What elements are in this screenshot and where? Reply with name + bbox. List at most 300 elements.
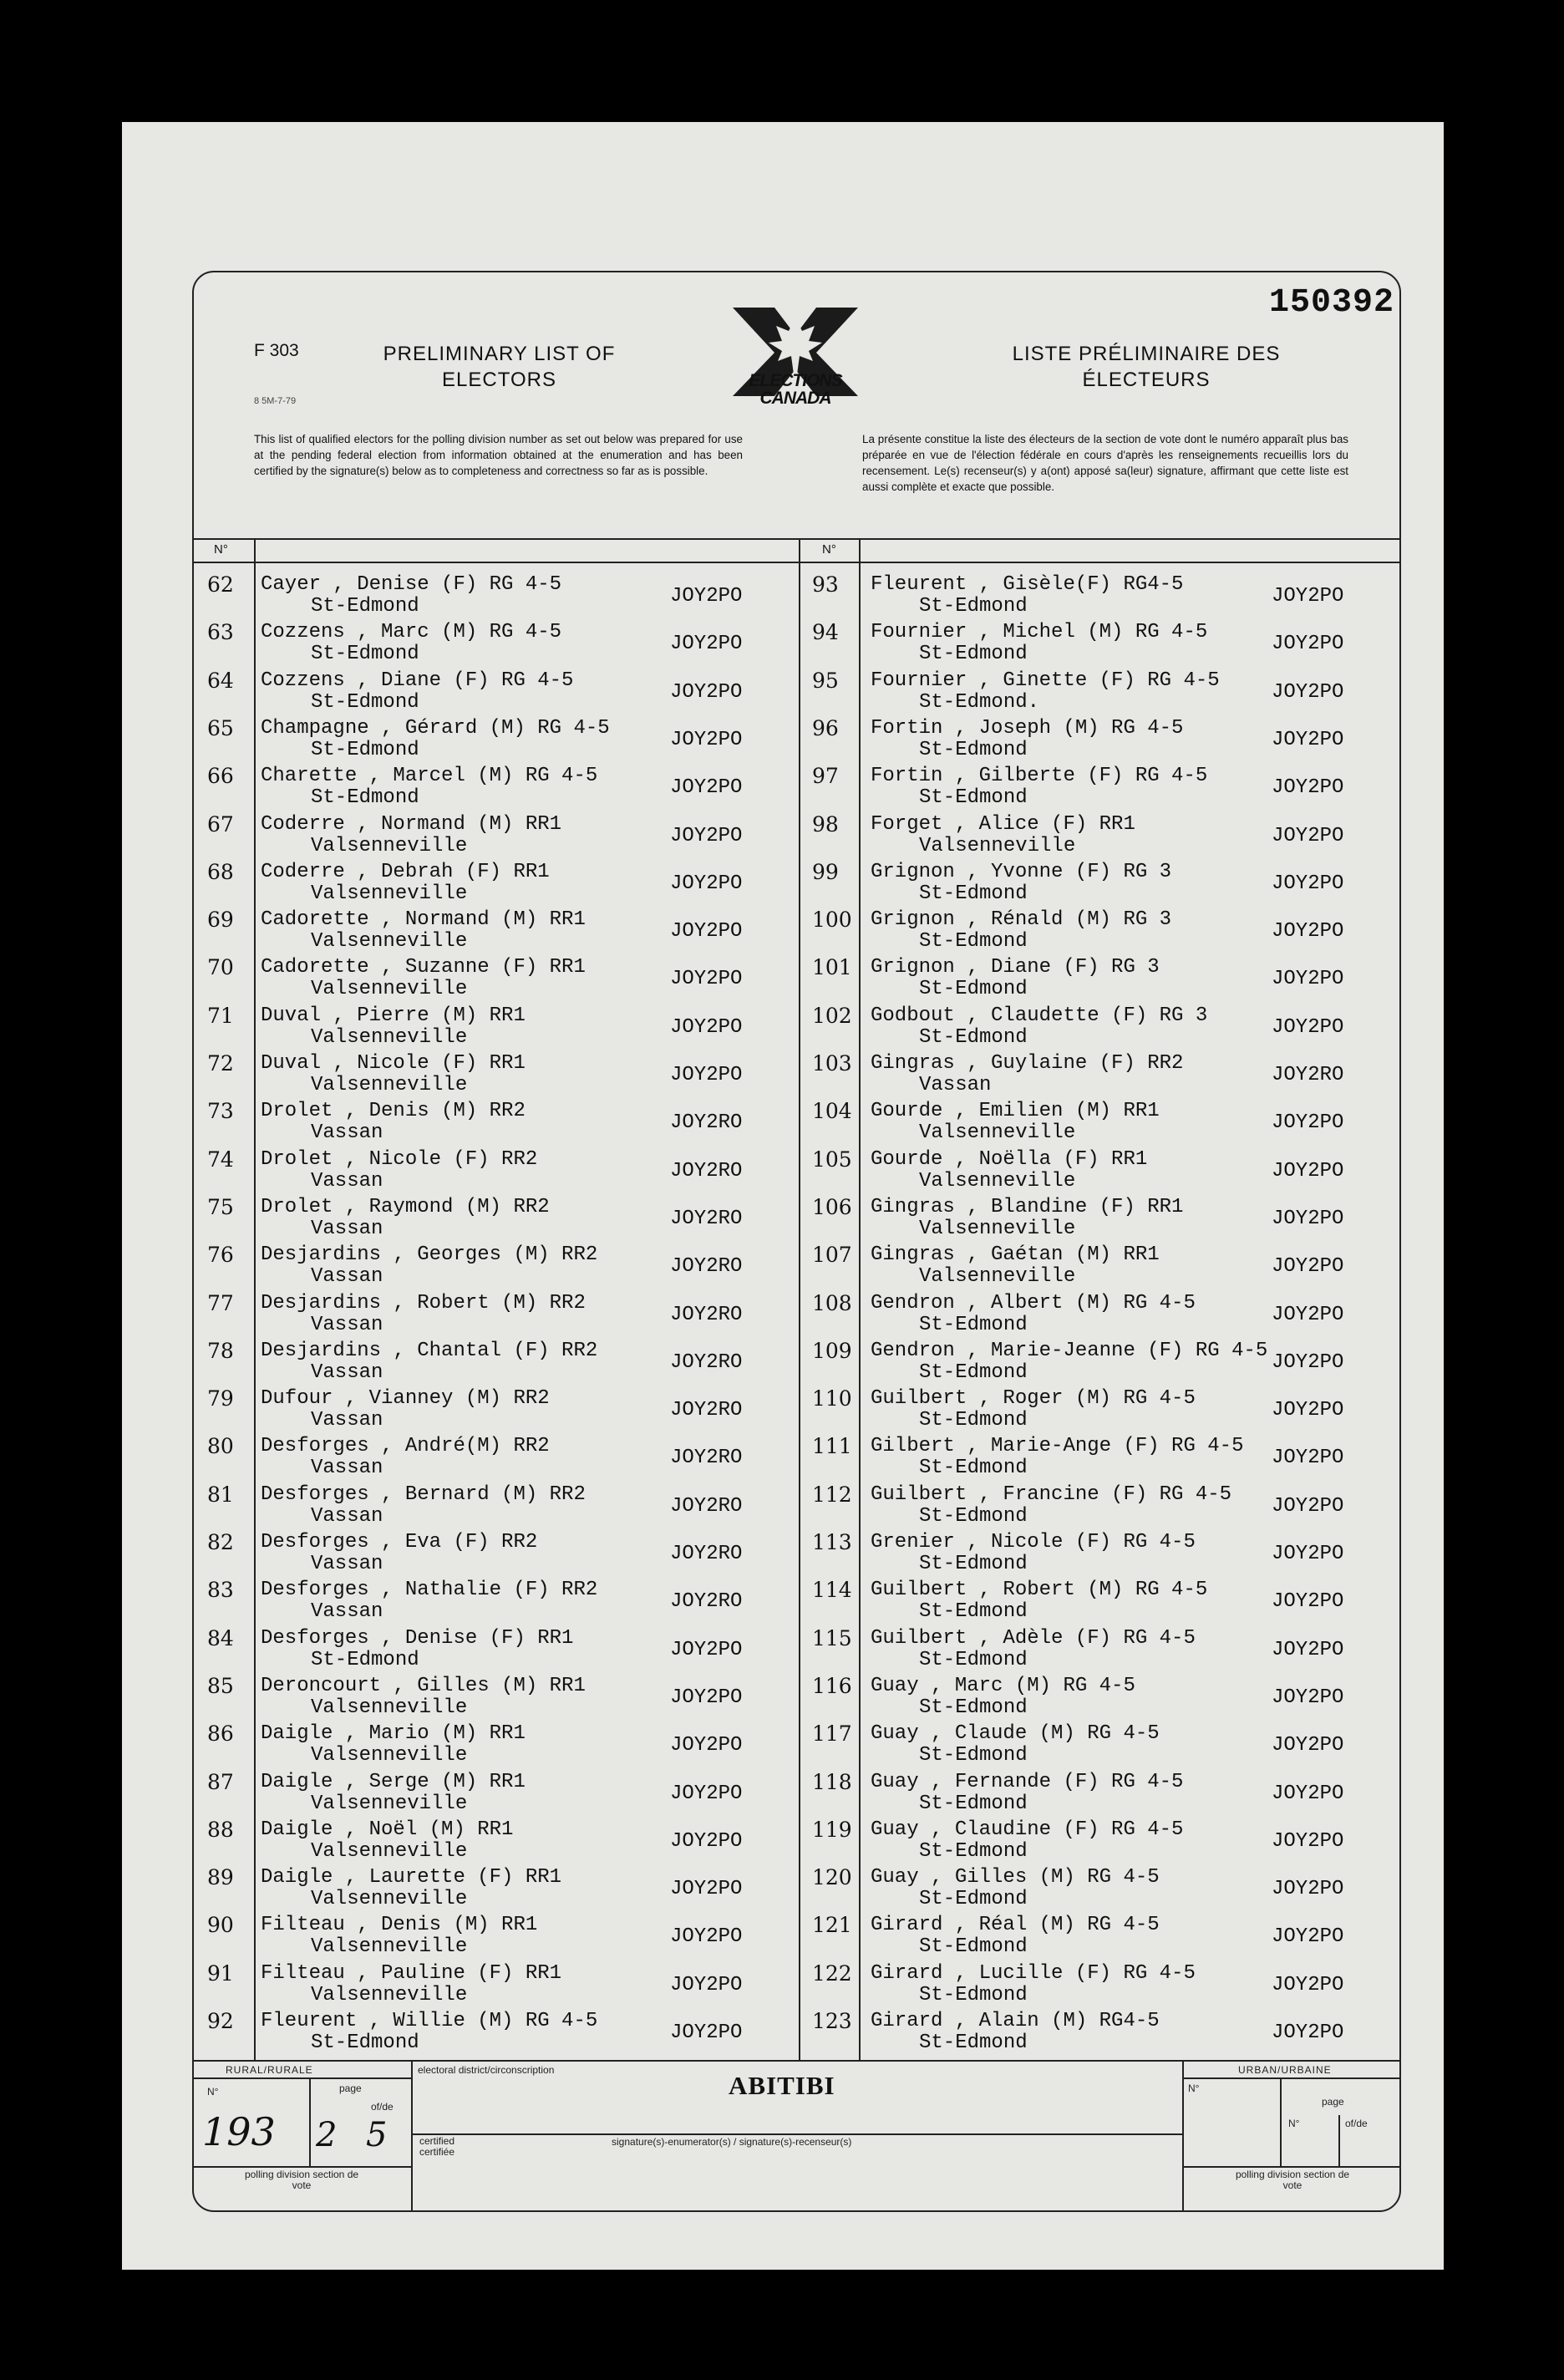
postal-code: JOY2RO [670,1350,743,1374]
elector-number: 111 [812,1434,852,1459]
elector-name: Coderre , Normand (M) RR1 [261,812,562,836]
urban-no-label-2: N° [1288,2118,1300,2129]
elector-number: 121 [812,1913,852,1938]
elector-number: 104 [812,1099,852,1124]
elector-number: 80 [207,1434,234,1459]
electoral-district: ABITIBI [729,2071,835,2100]
postal-code: JOY2PO [1272,1255,1344,1279]
elector-name: Daigle , Serge (M) RR1 [261,1770,526,1793]
elector-number: 82 [207,1530,234,1554]
elector-address: St-Edmond [311,1648,419,1671]
elector-number: 69 [207,908,234,933]
postal-code: JOY2PO [1272,1447,1344,1470]
elector-name: Duval , Nicole (F) RR1 [261,1052,526,1075]
elector-number: 95 [812,668,839,693]
elector-number: 93 [812,572,839,597]
postal-code: JOY2PO [670,680,743,704]
elector-name: Gourde , Emilien (M) RR1 [871,1100,1160,1123]
elector-number: 76 [207,1243,234,1268]
logo-text [712,372,879,407]
elector-number: 107 [812,1243,852,1268]
postal-code: JOY2PO [670,920,743,943]
elector-name: Fournier , Ginette (F) RG 4-5 [871,669,1220,692]
elector-address: St-Edmond [919,738,1028,761]
postal-code: JOY2RO [670,1159,743,1182]
title-french-line-2: ÉLECTEURS [1082,369,1211,391]
elector-number: 123 [812,2009,852,2033]
polling-division-number: 193 [202,2109,276,2154]
elector-address: Valsenneville [919,1217,1076,1240]
of-label: of/de [371,2101,394,2113]
elector-address: Vassan [919,1074,992,1096]
logo-text-line-1: ELECTIONS [749,371,842,390]
postal-code: JOY2PO [1272,872,1344,895]
postal-code: JOY2PO [670,1638,743,1661]
elector-address: St-Edmond [919,1696,1028,1719]
postal-code: JOY2RO [1272,1064,1344,1086]
elector-name: Gendron , Albert (M) RG 4-5 [871,1291,1196,1315]
elector-address: Valsenneville [311,1935,468,1959]
elector-name: Fournier , Michel (M) RG 4-5 [871,621,1208,644]
elector-name: Duval , Pierre (M) RR1 [261,1004,526,1027]
elector-name: Desforges , Bernard (M) RR2 [261,1482,586,1506]
postal-code: JOY2PO [1272,1686,1344,1709]
elector-number: 73 [207,1099,234,1124]
elector-address: St-Edmond [919,1504,1028,1528]
postal-code: JOY2PO [670,1925,743,1949]
elector-name: Guilbert , Francine (F) RG 4-5 [871,1482,1232,1506]
elector-address: St-Edmond [919,1409,1028,1432]
elector-address: St-Edmond [919,1025,1028,1049]
elector-address: St-Edmond [919,1457,1028,1480]
postal-code: JOY2PO [1272,1925,1344,1949]
title-french [1008,341,1284,393]
elector-address: Valsenneville [919,1121,1076,1145]
elector-number: 99 [812,859,839,884]
postal-code: JOY2RO [670,1447,743,1470]
elector-address: St-Edmond [311,690,419,714]
elector-name: Gendron , Marie-Jeanne (F) RG 4-5 [871,1339,1268,1362]
elector-address: St-Edmond [919,1888,1028,1911]
postal-code: JOY2PO [1272,1015,1344,1039]
postal-code: JOY2PO [670,633,743,656]
elector-name: Forget , Alice (F) RR1 [871,812,1135,836]
footer-divider [194,2060,1399,2062]
title-english [376,341,622,393]
postal-code: JOY2PO [670,585,743,608]
postal-code: JOY2PO [1272,968,1344,991]
elector-address: Vassan [311,1600,383,1624]
postal-code: JOY2RO [670,1494,743,1518]
postal-code: JOY2PO [1272,1207,1344,1230]
elector-address: Valsenneville [919,1169,1076,1193]
elector-number: 84 [207,1625,234,1650]
postal-code: JOY2RO [670,1111,743,1135]
elector-name: Charette , Marcel (M) RG 4-5 [261,765,598,788]
elector-address: Valsenneville [311,1744,468,1767]
logo-text-line-2: CANADA [759,389,831,408]
elector-address: Valsenneville [311,1025,468,1049]
postal-code: JOY2PO [670,1686,743,1709]
footer-rule [1280,2077,1282,2166]
elector-name: Drolet , Raymond (M) RR2 [261,1195,550,1218]
elector-number: 89 [207,1865,234,1890]
postal-code: JOY2PO [1272,1159,1344,1182]
column-rule [799,538,800,2061]
elector-number: 106 [812,1194,852,1219]
elector-name: Cadorette , Suzanne (F) RR1 [261,956,586,979]
elector-address: Vassan [311,1217,383,1240]
elector-name: Gingras , Blandine (F) RR1 [871,1195,1184,1218]
footer-rule [1182,2060,1184,2210]
elector-number: 75 [207,1194,234,1219]
elector-address: St-Edmond [919,1839,1028,1863]
page-label: page [339,2082,362,2094]
postal-code: JOY2PO [1272,1399,1344,1422]
elector-number: 71 [207,1003,234,1028]
footer-rule [1338,2115,1340,2166]
urban-of-label: of/de [1345,2118,1368,2129]
elector-name: Guay , Claude (M) RG 4-5 [871,1722,1160,1746]
elector-name: Fortin , Gilberte (F) RG 4-5 [871,765,1208,788]
elector-name: Desjardins , Chantal (F) RR2 [261,1339,598,1362]
postal-code: JOY2RO [670,1255,743,1279]
postal-code: JOY2PO [670,1734,743,1757]
elector-number: 79 [207,1386,234,1411]
elector-address: St-Edmond [919,1744,1028,1767]
elector-address: St-Edmond [311,595,419,618]
column-header-no-left: N° [214,542,228,557]
elector-name: Grignon , Rénald (M) RG 3 [871,908,1172,932]
elector-number: 92 [207,2009,234,2033]
elector-address: St-Edmond [311,2032,419,2054]
elector-address: Valsenneville [311,1839,468,1863]
signature-label: signature(s)-enumerator(s) / signature(s)-recenseur(s) [612,2136,852,2148]
footer-rule [309,2077,311,2166]
elector-name: Filteau , Denis (M) RR1 [261,1914,538,1937]
postal-code: JOY2PO [1272,1543,1344,1565]
postal-code: JOY2PO [670,1829,743,1853]
footer-divider [194,2166,411,2168]
postal-code: JOY2RO [670,1303,743,1326]
elector-address: St-Edmond [919,930,1028,954]
elector-number: 102 [812,1003,852,1028]
elector-number: 114 [812,1578,852,1603]
elector-address: St-Edmond [919,1648,1028,1671]
postal-code: JOY2PO [1272,1734,1344,1757]
elector-address: Vassan [311,1313,383,1336]
footer-rule [411,2060,413,2210]
elector-name: Gingras , Gaétan (M) RR1 [871,1243,1160,1267]
title-english-line-1: PRELIMINARY LIST OF [383,343,616,365]
elector-address: St-Edmond [919,786,1028,810]
form-sheet [122,122,1444,2270]
elector-number: 115 [812,1625,852,1650]
elector-address: Valsenneville [919,1265,1076,1289]
elector-number: 120 [812,1865,852,1890]
elector-name: Grignon , Diane (F) RG 3 [871,956,1160,979]
elector-number: 103 [812,1051,852,1076]
elector-number: 98 [812,811,839,837]
form-code: 8 5M-7-79 [254,396,297,406]
elector-number: 119 [812,1817,852,1842]
no-label: N° [207,2086,219,2098]
elector-name: Desforges , Nathalie (F) RR2 [261,1579,598,1602]
elector-address: St-Edmond [919,595,1028,618]
district-label: electoral district/circonscription [418,2064,555,2076]
column-rule [859,538,861,2061]
elector-name: Desforges , Eva (F) RR2 [261,1531,538,1554]
elector-address: Valsenneville [311,930,468,954]
elector-name: Drolet , Denis (M) RR2 [261,1100,526,1123]
elector-name: Girard , Alain (M) RG4-5 [871,2010,1160,2032]
elector-address: St-Edmond [919,643,1028,666]
serial-number: 150392 [1269,284,1395,322]
elector-number: 68 [207,859,234,884]
elector-address: Valsenneville [311,1696,468,1719]
title-french-line-1: LISTE PRÉLIMINAIRE DES [1012,343,1281,365]
elector-name: Fortin , Joseph (M) RG 4-5 [871,716,1184,740]
postal-code: JOY2PO [1272,1638,1344,1661]
elector-number: 77 [207,1290,234,1315]
form-frame [192,271,1401,2212]
elector-name: Gilbert , Marie-Ange (F) RG 4-5 [871,1435,1244,1458]
postal-code: JOY2PO [670,1973,743,1996]
elector-number: 122 [812,1960,852,1986]
postal-code: JOY2PO [1272,585,1344,608]
elector-number: 105 [812,1147,852,1172]
postal-code: JOY2PO [670,824,743,847]
postal-code: JOY2PO [670,872,743,895]
elector-address: Valsenneville [311,1074,468,1096]
elector-address: St-Edmond [919,1553,1028,1575]
elector-name: Fleurent , Willie (M) RG 4-5 [261,2010,598,2032]
elector-name: Guilbert , Roger (M) RG 4-5 [871,1387,1196,1411]
elector-address: St-Edmond [311,738,419,761]
elector-name: Desforges , André(M) RR2 [261,1435,550,1458]
elector-number: 67 [207,811,234,837]
elector-name: Desjardins , Georges (M) RR2 [261,1243,598,1267]
postal-code: JOY2RO [670,1543,743,1565]
page-of: 5 [366,2116,388,2154]
elector-number: 113 [812,1530,852,1554]
elector-name: Guay , Fernande (F) RG 4-5 [871,1770,1184,1793]
postal-code: JOY2PO [670,776,743,800]
elector-name: Dufour , Vianney (M) RR2 [261,1387,550,1411]
postal-code: JOY2PO [670,968,743,991]
elector-number: 81 [207,1482,234,1507]
page-number: 2 [316,2116,338,2154]
elector-name: Cozzens , Marc (M) RG 4-5 [261,621,562,644]
elector-address: St-Edmond [919,1360,1028,1384]
polling-label-left: polling division section de vote [244,2169,359,2191]
elector-address: St-Edmond [919,1792,1028,1815]
intro-french: La présente constitue la liste des électeurs de la section de vote dont le numéro apparaît plus bas préparée en vue de l'élection fédérale en cours d'après les renseignements recueillis lors du recensement. Le(s) recenseur(s) y a(ont) apposé sa(leur) signature, affirmant que cette liste est aussi complète et exacte que possible. [862,433,1348,493]
elector-name: Desjardins , Robert (M) RR2 [261,1291,586,1315]
elector-name: Guay , Claudine (F) RG 4-5 [871,1818,1184,1841]
elector-number: 94 [812,620,839,645]
postal-code: JOY2RO [670,1207,743,1230]
elector-number: 108 [812,1290,852,1315]
elector-address: Vassan [311,1457,383,1480]
polling-label-right: polling division section de vote [1235,2169,1350,2191]
elector-number: 101 [812,955,852,980]
elector-address: St-Edmond [919,1600,1028,1624]
elector-number: 88 [207,1817,234,1842]
postal-code: JOY2PO [1272,824,1344,847]
elector-number: 117 [812,1721,852,1747]
elector-number: 63 [207,620,234,645]
elector-number: 90 [207,1913,234,1938]
postal-code: JOY2PO [1272,728,1344,751]
elector-address: Vassan [311,1553,383,1575]
urban-label: URBAN/URBAINE [1238,2064,1332,2076]
postal-code: JOY2PO [670,1064,743,1086]
elector-name: Daigle , Laurette (F) RR1 [261,1866,562,1889]
elector-number: 96 [812,715,839,740]
elector-number: 110 [812,1386,852,1411]
elector-number: 118 [812,1769,852,1794]
elector-name: Daigle , Mario (M) RR1 [261,1722,526,1746]
form-number: F 303 [254,341,299,360]
postal-code: JOY2PO [1272,680,1344,704]
footer-divider [1182,2166,1399,2168]
elector-address: St-Edmond [919,2032,1028,2054]
elector-address: St-Edmond [311,643,419,666]
elector-address: Vassan [311,1265,383,1289]
elector-name: Cozzens , Diane (F) RG 4-5 [261,669,574,692]
elector-address: St-Edmond [311,786,419,810]
postal-code: JOY2PO [1272,1782,1344,1805]
postal-code: JOY2PO [670,1015,743,1039]
postal-code: JOY2PO [1272,1878,1344,1901]
postal-code: JOY2PO [1272,1303,1344,1326]
elector-number: 62 [207,572,234,597]
postal-code: JOY2PO [1272,1973,1344,1996]
elector-number: 97 [812,764,839,789]
elector-number: 74 [207,1147,234,1172]
elector-name: Drolet , Nicole (F) RR2 [261,1147,538,1171]
elector-address: St-Edmond [919,978,1028,1001]
postal-code: JOY2RO [670,1590,743,1614]
elector-name: Guay , Marc (M) RG 4-5 [871,1674,1135,1697]
postal-code: JOY2PO [1272,2021,1344,2044]
footer-divider [411,2133,1182,2135]
elector-name: Grenier , Nicole (F) RG 4-5 [871,1531,1196,1554]
elector-name: Guilbert , Adèle (F) RG 4-5 [871,1626,1196,1650]
elector-name: Guilbert , Robert (M) RG 4-5 [871,1579,1208,1602]
elector-number: 91 [207,1960,234,1986]
elector-address: Valsenneville [311,834,468,857]
postal-code: JOY2PO [1272,633,1344,656]
footer-divider [194,2077,411,2079]
elector-name: Desforges , Denise (F) RR1 [261,1626,574,1650]
postal-code: JOY2PO [1272,1590,1344,1614]
elector-number: 86 [207,1721,234,1747]
postal-code: JOY2PO [1272,1350,1344,1374]
elector-name: Deroncourt , Gilles (M) RR1 [261,1674,586,1697]
divider [194,538,1399,540]
elector-address: Vassan [311,1121,383,1145]
intro-english: This list of qualified electors for the polling division number as set out below was prepared for use at the pending federal election from information obtained at the enumeration and has been certified by the signature(s) below as to completeness and correctness so far as is possible. [254,433,743,477]
elector-address: Valsenneville [311,978,468,1001]
elector-number: 64 [207,668,234,693]
elector-number: 87 [207,1769,234,1794]
postal-code: JOY2PO [1272,1494,1344,1518]
elector-address: Valsenneville [919,834,1076,857]
elector-number: 85 [207,1673,234,1698]
elector-address: Vassan [311,1504,383,1528]
rural-label: RURAL/RURALE [226,2064,313,2076]
elector-name: Grignon , Yvonne (F) RG 3 [871,860,1172,883]
elector-address: St-Edmond [919,882,1028,905]
elector-address: Vassan [311,1409,383,1432]
postal-code: JOY2PO [1272,776,1344,800]
elector-address: St-Edmond. [919,690,1040,714]
elector-name: Cayer , Denise (F) RG 4-5 [261,573,562,596]
elector-address: Valsenneville [311,1983,468,2006]
elector-address: St-Edmond [919,1313,1028,1336]
elector-name: Gingras , Guylaine (F) RR2 [871,1052,1184,1075]
elector-address: St-Edmond [919,1935,1028,1959]
column-header-no-right: N° [822,542,836,557]
title-english-line-2: ELECTORS [442,369,556,391]
postal-code: JOY2RO [670,1399,743,1422]
postal-code: JOY2PO [670,1878,743,1901]
elector-name: Godbout , Claudette (F) RG 3 [871,1004,1208,1027]
postal-code: JOY2PO [1272,1111,1344,1135]
elector-name: Cadorette , Normand (M) RR1 [261,908,586,932]
elector-number: 100 [812,908,852,933]
urban-no-label: N° [1188,2082,1200,2094]
elector-number: 72 [207,1051,234,1076]
postal-code: JOY2PO [670,2021,743,2044]
elector-name: Fleurent , Gisèle(F) RG4-5 [871,573,1184,596]
elector-address: Valsenneville [311,882,468,905]
elector-name: Girard , Lucille (F) RG 4-5 [871,1961,1196,1985]
elector-number: 112 [812,1482,852,1507]
postal-code: JOY2PO [670,1782,743,1805]
elector-address: Vassan [311,1360,383,1384]
elector-address: St-Edmond [919,1983,1028,2006]
divider [194,562,1399,563]
elector-name: Filteau , Pauline (F) RR1 [261,1961,562,1985]
elector-address: Valsenneville [311,1888,468,1911]
elector-address: Vassan [311,1169,383,1193]
elector-number: 109 [812,1338,852,1363]
postal-code: JOY2PO [670,728,743,751]
elector-address: Valsenneville [311,1792,468,1815]
elector-number: 66 [207,764,234,789]
elector-number: 83 [207,1578,234,1603]
footer-divider [1182,2077,1399,2079]
urban-page-label: page [1322,2096,1344,2108]
elector-number: 116 [812,1673,852,1698]
postal-code: JOY2PO [1272,920,1344,943]
elector-name: Daigle , Noël (M) RR1 [261,1818,514,1841]
elector-name: Gourde , Noëlla (F) RR1 [871,1147,1148,1171]
elector-name: Guay , Gilles (M) RG 4-5 [871,1866,1160,1889]
postal-code: JOY2PO [1272,1829,1344,1853]
elector-name: Girard , Réal (M) RG 4-5 [871,1914,1160,1937]
certified-label: certified certifiée [419,2135,455,2158]
elector-number: 78 [207,1338,234,1363]
elector-number: 70 [207,955,234,980]
elector-number: 65 [207,715,234,740]
column-rule [254,538,256,2061]
elector-name: Coderre , Debrah (F) RR1 [261,860,550,883]
elector-name: Champagne , Gérard (M) RG 4-5 [261,716,610,740]
